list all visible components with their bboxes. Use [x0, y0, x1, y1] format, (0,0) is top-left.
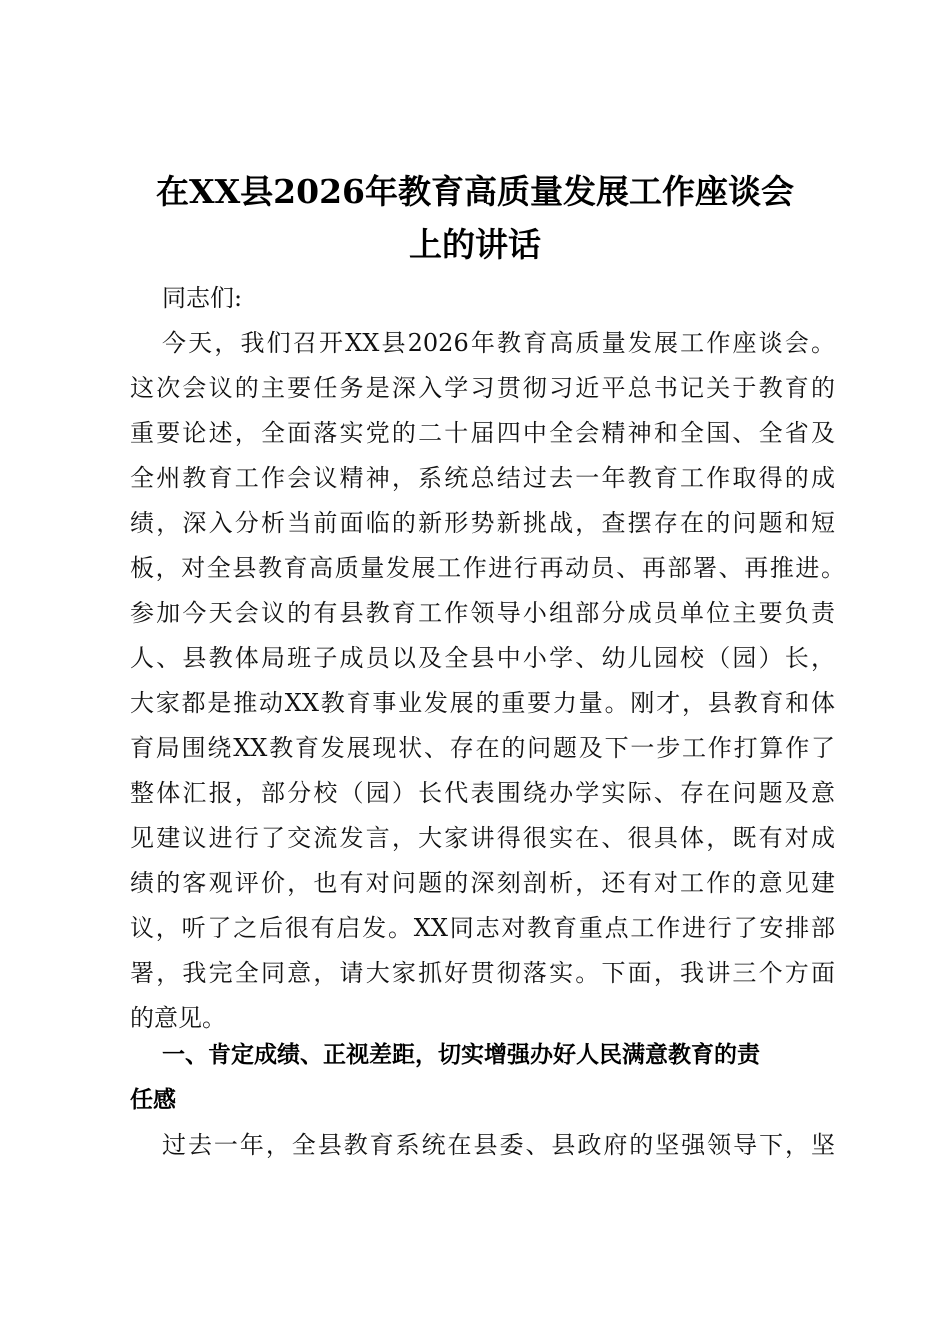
section-heading-line-1: 一、肯定成绩、正视差距，切实增强办好人民满意教育的责 — [162, 1042, 760, 1068]
document-title-line-1: 在XX县2026年教育高质量发展工作座谈会 — [155, 172, 795, 211]
paragraph-line: 人、县教体局班子成员以及全县中小学、幼儿园校（园）长， — [130, 644, 835, 672]
paragraph-line: 这次会议的主要任务是深入学习贯彻习近平总书记关于教育的 — [130, 374, 835, 402]
paragraph-line: 的意见。 — [130, 1004, 226, 1032]
paragraph-line: 整体汇报，部分校（园）长代表围绕办学实际、存在问题及意 — [130, 779, 835, 807]
salutation: 同志们: — [162, 284, 243, 312]
paragraph-line: 大家都是推动XX教育事业发展的重要力量。刚才，县教育和体 — [130, 689, 835, 717]
paragraph-line: 参加今天会议的有县教育工作领导小组部分成员单位主要负责 — [130, 599, 835, 627]
paragraph-line: 议，听了之后很有启发。XX同志对教育重点工作进行了安排部 — [130, 914, 835, 942]
paragraph-line: 今天，我们召开XX县2026年教育高质量发展工作座谈会。 — [162, 329, 835, 357]
paragraph-line: 绩，深入分析当前面临的新形势新挑战，查摆存在的问题和短 — [130, 509, 835, 537]
paragraph-line: 重要论述，全面落实党的二十届四中全会精神和全国、全省及 — [130, 419, 835, 447]
document-title-line-2: 上的讲话 — [409, 225, 541, 264]
paragraph-line: 署，我完全同意，请大家抓好贯彻落实。下面，我讲三个方面 — [130, 959, 835, 987]
paragraph-line: 过去一年，全县教育系统在县委、县政府的坚强领导下，坚 — [162, 1131, 835, 1159]
paragraph-line: 板，对全县教育高质量发展工作进行再动员、再部署、再推进。 — [130, 554, 845, 582]
paragraph-line: 见建议进行了交流发言，大家讲得很实在、很具体，既有对成 — [130, 824, 835, 852]
section-heading-line-2: 任感 — [130, 1087, 176, 1113]
paragraph-line: 全州教育工作会议精神，系统总结过去一年教育工作取得的成 — [130, 464, 835, 492]
paragraph-line: 绩的客观评价，也有对问题的深刻剖析，还有对工作的意见建 — [130, 869, 835, 897]
paragraph-line: 育局围绕XX教育发展现状、存在的问题及下一步工作打算作了 — [130, 734, 835, 762]
